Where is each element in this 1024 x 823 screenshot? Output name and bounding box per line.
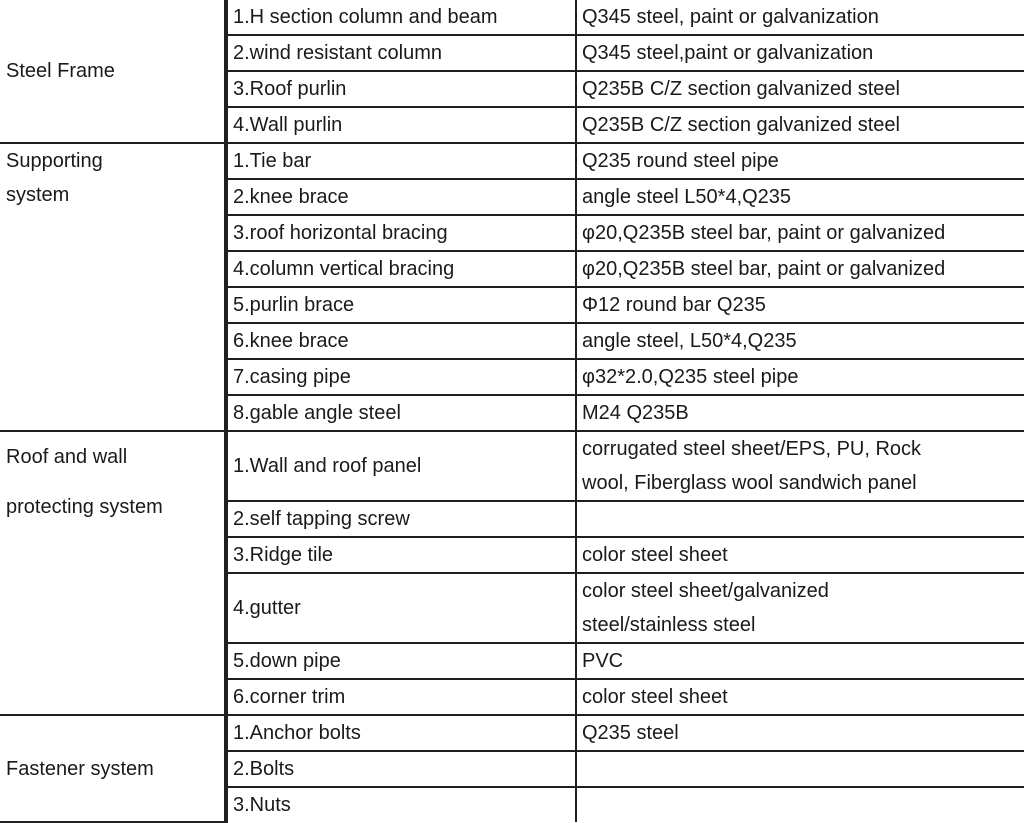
- item-cell: 4.gutter: [226, 573, 576, 643]
- item-cell: 1.H section column and beam: [226, 0, 576, 35]
- item-cell: 2.self tapping screw: [226, 501, 576, 537]
- category-label: Supporting: [6, 150, 103, 172]
- spec-cell: [576, 573, 1024, 643]
- item-cell: 1.Tie bar: [226, 143, 576, 179]
- spec-line: wool, Fiberglass wool sandwich panel: [582, 472, 917, 494]
- item-cell: 6.corner trim: [226, 679, 576, 715]
- table-row: [0, 143, 1024, 179]
- category-label: system: [6, 184, 70, 206]
- spec-cell: Q235B C/Z section galvanized steel: [576, 71, 1024, 107]
- spec-cell: Q345 steel,paint or galvanization: [576, 35, 1024, 71]
- spec-cell: Q345 steel, paint or galvanization: [576, 0, 1024, 35]
- item-cell: 1.Wall and roof panel: [226, 431, 576, 501]
- spec-cell: M24 Q235B: [576, 395, 1024, 431]
- spec-cell: [576, 431, 1024, 501]
- spec-cell: φ32*2.0,Q235 steel pipe: [576, 359, 1024, 395]
- spec-cell: Q235 round steel pipe: [576, 143, 1024, 179]
- spec-line: steel/stainless steel: [582, 614, 756, 636]
- spec-line: color steel sheet/galvanized: [582, 580, 829, 602]
- spec-line: corrugated steel sheet/EPS, PU, Rock: [582, 438, 922, 460]
- spec-cell: [576, 501, 1024, 537]
- item-cell: 5.purlin brace: [226, 287, 576, 323]
- item-cell: 2.Bolts: [226, 751, 576, 787]
- item-cell: 4.Wall purlin: [226, 107, 576, 143]
- table-row: [0, 715, 1024, 751]
- item-cell: 7.casing pipe: [226, 359, 576, 395]
- category-label: Fastener system: [6, 757, 154, 780]
- item-cell: 5.down pipe: [226, 643, 576, 679]
- item-cell: 3.Roof purlin: [226, 71, 576, 107]
- item-cell: 3.Nuts: [226, 787, 576, 822]
- category-roof-wall-protecting-system: [0, 431, 226, 715]
- spec-cell: PVC: [576, 643, 1024, 679]
- item-cell: 1.Anchor bolts: [226, 715, 576, 751]
- spec-cell: φ20,Q235B steel bar, paint or galvanized: [576, 215, 1024, 251]
- item-cell: 3.Ridge tile: [226, 537, 576, 573]
- item-cell: 4.column vertical bracing: [226, 251, 576, 287]
- item-cell: 6.knee brace: [226, 323, 576, 359]
- spec-cell: angle steel L50*4,Q235: [576, 179, 1024, 215]
- category-supporting-system: [0, 143, 226, 431]
- item-cell: 2.knee brace: [226, 179, 576, 215]
- category-label: Roof and wall: [6, 446, 128, 468]
- spec-cell: Φ12 round bar Q235: [576, 287, 1024, 323]
- category-label: Steel Frame: [6, 60, 115, 82]
- item-cell: 3.roof horizontal bracing: [226, 215, 576, 251]
- spec-cell: Q235 steel: [576, 715, 1024, 751]
- spec-cell: color steel sheet: [576, 537, 1024, 573]
- category-steel-frame: [0, 0, 226, 143]
- item-cell: 2.wind resistant column: [226, 35, 576, 71]
- spec-cell: φ20,Q235B steel bar, paint or galvanized: [576, 251, 1024, 287]
- item-cell: 8.gable angle steel: [226, 395, 576, 431]
- spec-cell: Q235B C/Z section galvanized steel: [576, 107, 1024, 143]
- spec-cell: color steel sheet: [576, 679, 1024, 715]
- table-row: [0, 0, 1024, 35]
- spec-cell: angle steel, L50*4,Q235: [576, 323, 1024, 359]
- spec-cell: [576, 787, 1024, 822]
- table-row: [0, 431, 1024, 501]
- category-fastener-system: [0, 715, 226, 822]
- spec-cell: [576, 751, 1024, 787]
- category-label: protecting system: [6, 496, 163, 518]
